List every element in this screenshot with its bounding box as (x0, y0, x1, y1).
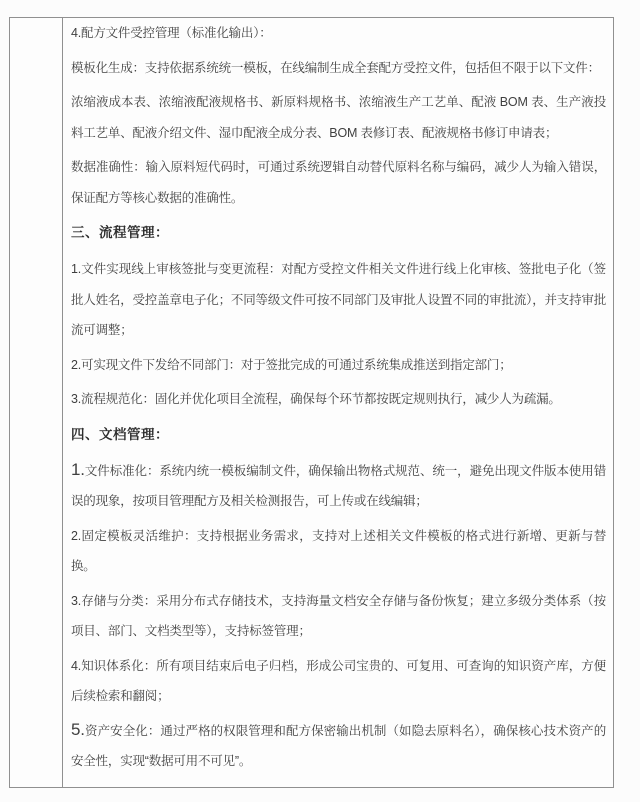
process-management-item-2: 2.可实现文件下发给不同部门：对于签批完成的可通过系统集成推送到指定部门； (71, 357, 512, 372)
item-1-text: 文件标准化：系统内统一模板编制文件，确保输出物格式规范、统一，避免出现文件版本使用错误的现象，按项目管理配方及相关检测报告，可上传或在线编辑； (71, 463, 606, 508)
process-management-heading: 三、流程管理： (71, 225, 169, 240)
data-accuracy-paragraph: 数据准确性：输入原料短代码时，可通过系统逻辑自动替代原料名称与编码，减少人为输入错误，保证配方等核心数据的准确性。 (71, 160, 606, 205)
document-management-item-2: 2.固定模板灵活维护：支持根据业务需求，支持对上述相关文件模板的格式进行新增、更新与替换。 (71, 528, 606, 573)
item-5-number: 5. (71, 719, 85, 739)
item-5-text: 资产安全化：通过严格的权限管理和配方保密输出机制（如隐去原料名），确保核心技术资产的安全性，实现“数据可用不可见”。 (71, 723, 606, 768)
template-generation-paragraph: 模板化生成：支持依据系统统一模板，在线编制生成全套配方受控文件，包括但不限于以下文件： (71, 60, 600, 75)
process-management-item-1: 1.文件实现线上审核签批与变更流程：对配方受控文件相关文件进行线上化审核、签批电子化（签批人姓名，受控盖章电子化；不同等级文件可按不同部门及审批人设置不同的审批流），并支持审批流可调整； (71, 262, 606, 337)
document-management-item-4: 4.知识体系化：所有项目结束后电子归档，形成公司宝贵的、可复用、可查询的知识资产库，方便后续检索和翻阅； (71, 658, 606, 703)
document-table (9, 17, 614, 788)
document-management-item-1 (71, 456, 606, 517)
document-management-item-5 (71, 716, 606, 777)
formula-control-title: 4.配方文件受控管理（标准化输出）： (71, 26, 272, 40)
table-left-cell (10, 18, 63, 787)
document-management-item-3: 3.存储与分类：采用分布式存储技术，支持海量文档安全存储与备份恢复；建立多级分类体系（按项目、部门、文档类型等），支持标签管理； (71, 593, 606, 638)
item-1-number: 1. (71, 459, 85, 479)
document-management-heading: 四、文档管理： (71, 426, 169, 442)
table-content-cell (63, 18, 613, 787)
controlled-file-list-paragraph: 浓缩液成本表、浓缩液配液规格书、新原料规格书、浓缩液生产工艺单、配液 BOM 表、生产液投料工艺单、配液介绍文件、湿巾配液全成分表、BOM 表修订表、配液规格书修订申请表； (71, 95, 606, 140)
process-management-item-3: 3.流程规范化：固化并优化项目全流程，确保每个环节都按既定规则执行，减少人为疏漏。 (71, 392, 561, 406)
